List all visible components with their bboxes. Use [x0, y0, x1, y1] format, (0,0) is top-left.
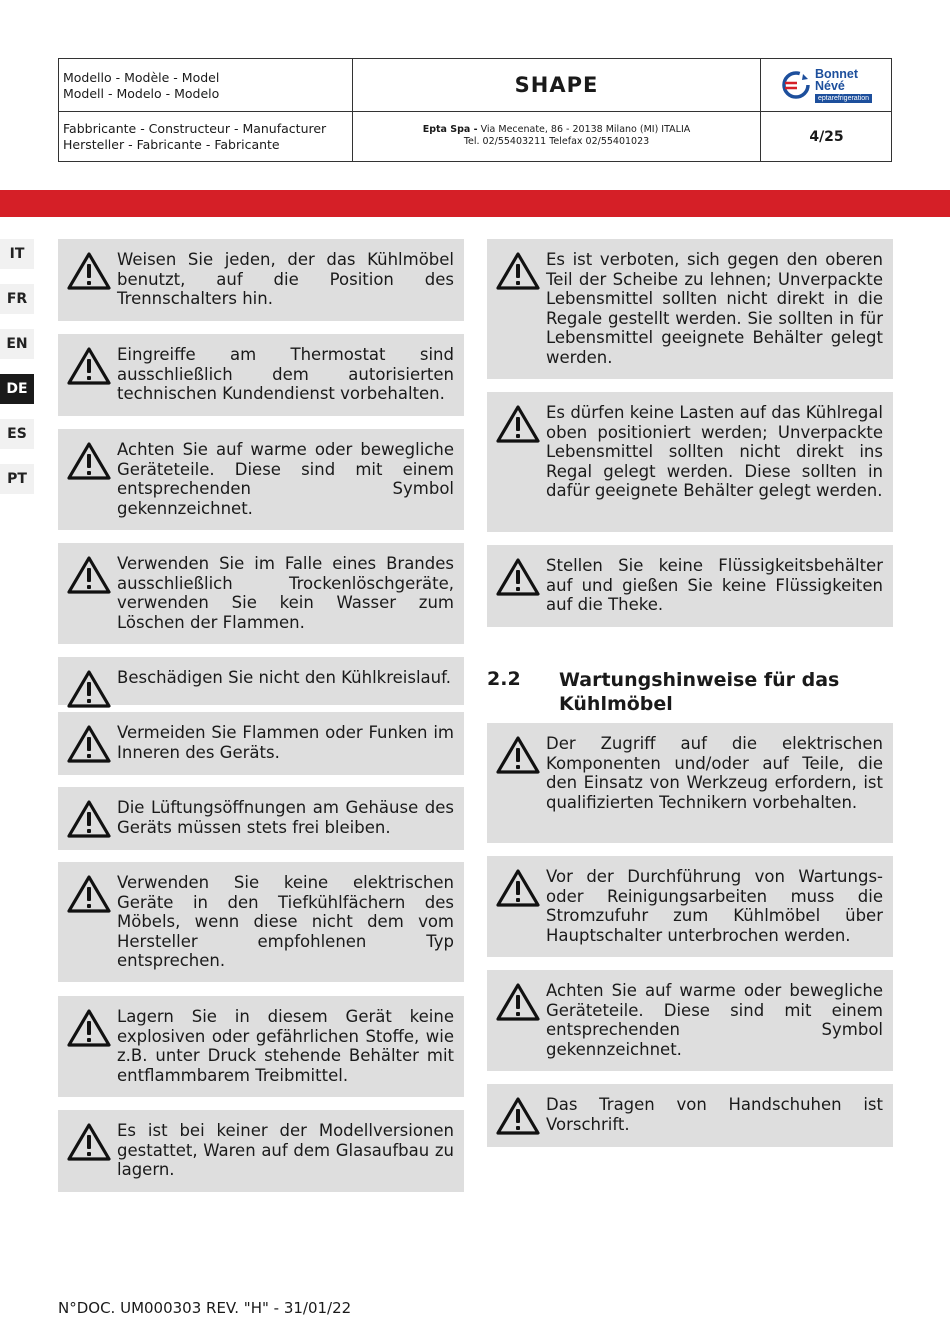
- warning-triangle-icon: [67, 669, 111, 709]
- warning-triangle-icon: [496, 251, 540, 291]
- logo-tagline: eptarefrigeration: [815, 94, 872, 103]
- tab-lang-de[interactable]: DE: [0, 374, 34, 404]
- manufacturer-label-line-2: Hersteller - Fabricante - Fabricante: [63, 137, 280, 152]
- warning-box: [58, 429, 464, 530]
- manufacturer-label-line-1: Fabbricante - Constructeur - Manufacturer: [63, 121, 327, 136]
- warning-text: Vor der Durchführung von Wartungs- oder Reinigungsarbeiten muss die Stromzufuhr zum Kühlmöbel über Hauptschalter unterbrochen werden.: [546, 867, 883, 945]
- warning-box: [58, 862, 464, 982]
- warning-text: Der Zugriff auf die elektrischen Komponenten und/oder auf Teile, die den Einsatz von Werkzeug erfordern, ist qualifizierten Technikern vorbehalten.: [546, 734, 883, 812]
- warning-triangle-icon: [67, 555, 111, 595]
- warning-box: [58, 787, 464, 850]
- warning-triangle-icon: [496, 735, 540, 775]
- warning-text: Achten Sie auf warme oder bewegliche Geräteteile. Diese sind mit einem entsprechenden Symbol gekennzeichnet.: [117, 440, 454, 518]
- warning-text: Achten Sie auf warme oder bewegliche Geräteteile. Diese sind mit einem entsprechenden Symbol gekennzeichnet.: [546, 981, 883, 1059]
- model-label-line-2: Modell - Modelo - Modelo: [63, 86, 220, 101]
- model-label-line-1: Modello - Modèle - Model: [63, 70, 220, 85]
- company-contact: Tel. 02/55403211 Telefax 02/55401023: [463, 136, 650, 147]
- warning-text: Die Lüftungsöffnungen am Gehäuse des Geräts müssen stets frei bleiben.: [117, 798, 454, 837]
- logo-line-2: Névé: [815, 78, 845, 93]
- warning-box: [487, 545, 893, 627]
- warning-triangle-icon: [496, 1096, 540, 1136]
- section-number: 2.2: [487, 668, 521, 690]
- warning-triangle-icon: [496, 982, 540, 1022]
- company-name: Epta Spa -: [422, 124, 478, 135]
- warning-text: Vermeiden Sie Flammen oder Funken im Inneren des Geräts.: [117, 723, 454, 762]
- warning-triangle-icon: [67, 1008, 111, 1048]
- warning-text: Das Tragen von Handschuhen ist Vorschrift.: [546, 1095, 883, 1134]
- tab-lang-es[interactable]: ES: [0, 419, 34, 449]
- warning-triangle-icon: [496, 404, 540, 444]
- warning-text: Lagern Sie in diesem Gerät keine explosiven oder gefährlichen Stoffe, wie z.B. unter Druck stehende Behälter mit entflammbarem Treibmittel.: [117, 1007, 454, 1085]
- logo-icon: [781, 70, 811, 100]
- logo-line-1: Bonnet: [815, 66, 859, 81]
- tab-lang-en[interactable]: EN: [0, 329, 34, 359]
- brand-logo: [761, 59, 892, 112]
- warning-triangle-icon: [67, 1122, 111, 1162]
- warning-triangle-icon: [67, 724, 111, 764]
- warning-box: [487, 856, 893, 957]
- tab-lang-pt[interactable]: PT: [0, 464, 34, 494]
- warning-box: [58, 657, 464, 705]
- manufacturer-label: [59, 112, 353, 162]
- warning-box: [487, 1084, 893, 1147]
- warning-text: Verwenden Sie keine elektrischen Geräte in den Tiefkühlfächern des Möbels, wenn diese nicht dem vom Hersteller empfohlenen Typ entsprechen.: [117, 873, 454, 970]
- page-number: 4/25: [809, 129, 844, 145]
- warning-text: Weisen Sie jeden, der das Kühlmöbel benutzt, auf die Position des Trennschalters hin.: [117, 250, 454, 308]
- warning-text: Beschädigen Sie nicht den Kühlkreislauf.: [117, 668, 451, 687]
- warning-box: [58, 543, 464, 644]
- warning-box: [487, 239, 893, 379]
- warning-triangle-icon: [67, 251, 111, 291]
- warning-text: Es dürfen keine Lasten auf das Kühlregal oben positioniert werden; Unverpackte Lebensmittel sollten nicht direkt ins Regal gelegt werden. Diese sollten in dafür geeignete Behälter gelegt werden.: [546, 403, 883, 500]
- section-title: Wartungshinweise für das Kühlmöbel: [559, 669, 840, 715]
- warning-triangle-icon: [496, 557, 540, 597]
- document-header: [58, 58, 892, 162]
- warning-box: [487, 970, 893, 1071]
- warning-triangle-icon: [67, 346, 111, 386]
- red-banner: [0, 190, 950, 217]
- warning-text: Verwenden Sie im Falle eines Brandes ausschließlich Trockenlöschgeräte, verwenden Sie kein Wasser zum Löschen der Flammen.: [117, 554, 454, 632]
- model-label: [59, 59, 353, 112]
- tab-lang-fr[interactable]: FR: [0, 284, 34, 314]
- warning-text: Stellen Sie keine Flüssigkeitsbehälter auf und gießen Sie keine Flüssigkeiten auf die Theke.: [546, 556, 883, 614]
- warning-box: [487, 723, 893, 843]
- warning-text: Eingreiffe am Thermostat sind ausschließlich dem autorisierten technischen Kundendienst vorbehalten.: [117, 345, 454, 403]
- warning-triangle-icon: [496, 868, 540, 908]
- manufacturer-address: [353, 112, 761, 162]
- tab-lang-it[interactable]: IT: [0, 239, 34, 269]
- product-name: SHAPE: [353, 59, 761, 112]
- warning-box: [487, 392, 893, 532]
- warning-text: Es ist bei keiner der Modellversionen gestattet, Waren auf dem Glasaufbau zu lagern.: [117, 1121, 454, 1179]
- document-number: N°DOC. UM000303 REV. "H" - 31/01/22: [58, 1299, 352, 1317]
- warning-box: [58, 334, 464, 416]
- warning-text: Es ist verboten, sich gegen den oberen Teil der Scheibe zu lehnen; Unverpackte Lebensmittel sollten nicht direkt in die Regale gestellt werden. Sie sollten in für Lebensmittel geeignete Behälter gelegt werden.: [546, 250, 883, 367]
- warning-triangle-icon: [67, 799, 111, 839]
- warning-box: [58, 996, 464, 1097]
- company-address: Via Mecenate, 86 - 20138 Milano (MI) ITALIA: [477, 124, 691, 135]
- warning-box: [58, 239, 464, 321]
- warning-box: [58, 712, 464, 775]
- warning-triangle-icon: [67, 441, 111, 481]
- warning-triangle-icon: [67, 874, 111, 914]
- warning-box: [58, 1110, 464, 1192]
